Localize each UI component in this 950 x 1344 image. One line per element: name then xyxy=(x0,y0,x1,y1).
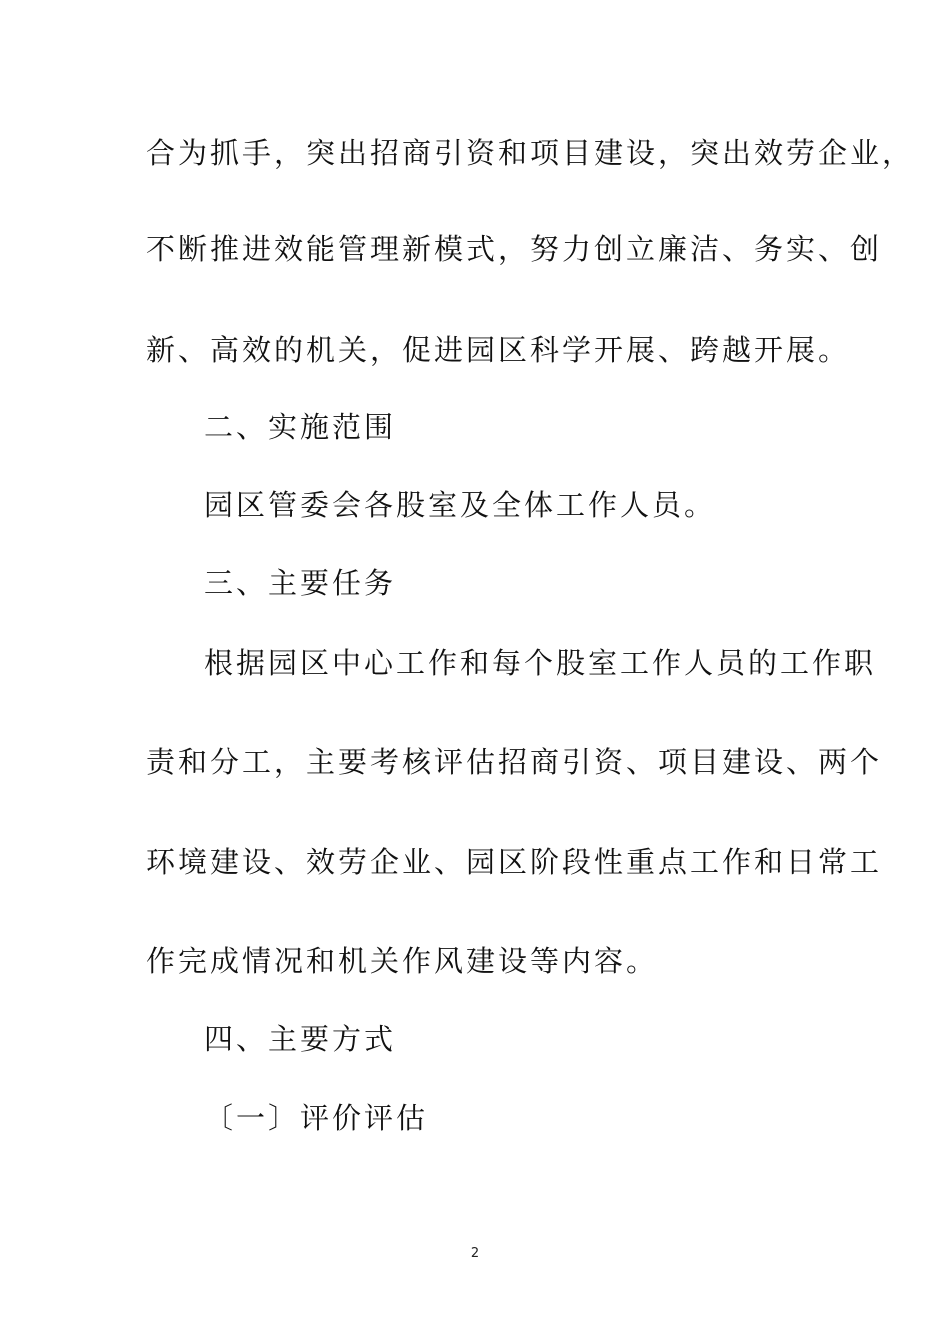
paragraph-line: 不断推进效能管理新模式，努力创立廉洁、务实、创 xyxy=(146,232,883,266)
subsection-heading: 〔一〕评价评估 xyxy=(204,1101,429,1135)
paragraph-line: 园区管委会各股室及全体工作人员。 xyxy=(204,488,717,522)
page-number: 2 xyxy=(470,1246,480,1261)
paragraph-line: 环境建设、效劳企业、园区阶段性重点工作和日常工 xyxy=(146,845,883,879)
paragraph-line: 新、高效的机关，促进园区科学开展、跨越开展。 xyxy=(146,333,851,367)
paragraph-line: 根据园区中心工作和每个股室工作人员的工作职 xyxy=(204,646,877,680)
paragraph-line: 合为抓手，突出招商引资和项目建设，突出效劳企业， xyxy=(146,136,915,170)
paragraph-line: 责和分工，主要考核评估招商引资、项目建设、两个 xyxy=(146,745,883,779)
section-heading: 二、实施范围 xyxy=(204,410,397,444)
paragraph-line: 作完成情况和机关作风建设等内容。 xyxy=(146,944,659,978)
section-heading: 四、主要方式 xyxy=(204,1022,397,1056)
section-heading: 三、主要任务 xyxy=(204,566,397,600)
